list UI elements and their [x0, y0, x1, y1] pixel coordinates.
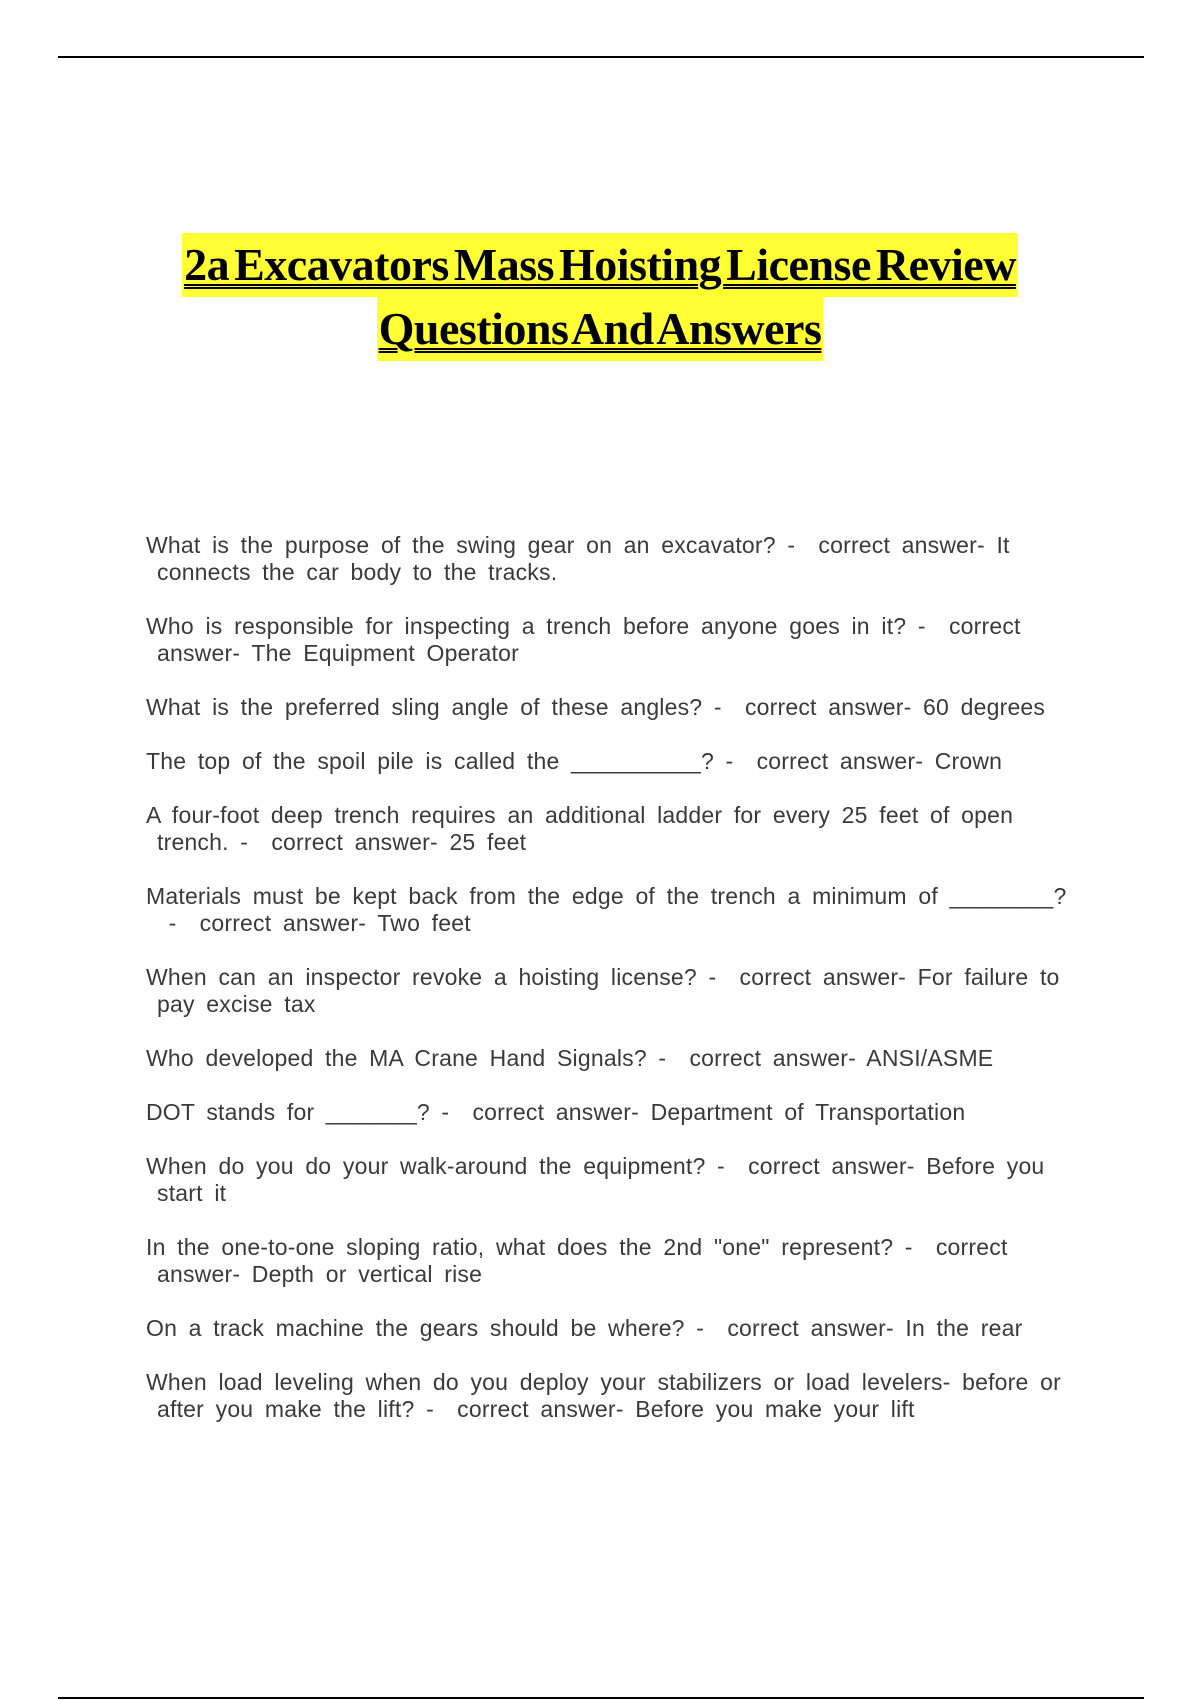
qa-item: What is the purpose of the swing gear on an excavator? - correct answer- It connects the car body to the tracks. [146, 532, 1010, 585]
document-title [0, 233, 1200, 361]
answer-text: Crown [934, 748, 1003, 774]
question-text: When do you do your walk-around the equipment? [146, 1153, 706, 1179]
question-text: A four-foot deep trench requires an additional ladder for every 25 feet of open trench. [146, 802, 1014, 855]
answer-text: In the rear [905, 1315, 1023, 1341]
answer-text: 25 feet [449, 829, 527, 855]
answer-text: For failure to pay excise tax [157, 964, 1060, 1017]
answer-text: Before you start it [157, 1153, 1045, 1206]
qa-item: Materials must be kept back from the edge of the trench a minimum of ________? - correct answer- Two feet [146, 883, 1067, 936]
answer-label: correct answer- [689, 1045, 856, 1071]
question-text: On a track machine the gears should be where? [146, 1315, 685, 1341]
answer-label: correct answer- [271, 829, 438, 855]
qa-item: A four-foot deep trench requires an additional ladder for every 25 feet of open trench. - correct answer- 25 feet [146, 802, 1014, 855]
qa-item: In the one-to-one sloping ratio, what does the 2nd "one" represent? - correct answer- Depth or vertical rise [146, 1234, 1008, 1287]
question-text: What is the purpose of the swing gear on an excavator? [146, 532, 776, 558]
question-text: In the one-to-one sloping ratio, what does the 2nd "one" represent? [146, 1234, 894, 1260]
qa-item: What is the preferred sling angle of these angles? - correct answer- 60 degrees [146, 694, 1046, 720]
qa-item: Who is responsible for inspecting a trench before anyone goes in it? - correct answer- The Equipment Operator [146, 613, 1021, 666]
answer-text: It connects the car body to the tracks. [157, 532, 1010, 585]
answer-label: correct answer- [199, 910, 367, 936]
top-rule [58, 56, 1144, 58]
question-text: DOT stands for _______? [146, 1099, 430, 1125]
bottom-rule [58, 1697, 1144, 1699]
qa-item: The top of the spoil pile is called the __________? - correct answer- Crown [146, 748, 1003, 774]
answer-text: ANSI/ASME [866, 1045, 994, 1071]
qa-item: When load leveling when do you deploy your stabilizers or load levelers- before or after you make the lift? - correct answer- Before you make your lift [146, 1369, 1061, 1422]
qa-item: On a track machine the gears should be where? - correct answer- In the rear [146, 1315, 1023, 1341]
answer-text: The Equipment Operator [251, 640, 519, 666]
question-text: Materials must be kept back from the edge of the trench a minimum of ________? [146, 883, 1067, 909]
answer-label: correct answer- [457, 1396, 624, 1422]
answer-label: correct answer- [818, 532, 985, 558]
qa-item: When do you do your walk-around the equipment? - correct answer- Before you start it [146, 1153, 1045, 1206]
question-text: When can an inspector revoke a hoisting license? [146, 964, 697, 990]
qa-item: When can an inspector revoke a hoisting license? - correct answer- For failure to pay excise tax [146, 964, 1060, 1017]
question-text: When load leveling when do you deploy your stabilizers or load levelers- before or after you make the lift? [146, 1369, 1061, 1422]
answer-label: correct answer- [748, 1153, 915, 1179]
answer-text: Department of Transportation [650, 1099, 966, 1125]
qa-item: Who developed the MA Crane Hand Signals? - correct answer- ANSI/ASME [146, 1045, 994, 1071]
answer-label: correct answer- [739, 964, 907, 990]
answer-label: correct answer- [472, 1099, 639, 1125]
title-line-1: 2a Excavators Mass Hoisting License Review [182, 233, 1018, 297]
answer-label: correct answer- [727, 1315, 894, 1341]
question-text: Who developed the MA Crane Hand Signals? [146, 1045, 647, 1071]
question-text: What is the preferred sling angle of these angles? [146, 694, 703, 720]
answer-text: 60 degrees [923, 694, 1046, 720]
answer-label: correct answer- [744, 694, 912, 720]
answer-label: correct answer- [157, 1234, 1008, 1287]
answer-label: correct answer- [756, 748, 924, 774]
question-text: Who is responsible for inspecting a trench before anyone goes in it? [146, 613, 907, 639]
answer-text: Two feet [377, 910, 471, 936]
answer-label: correct answer- [157, 613, 1021, 666]
title-line-2: Questions And Answers [377, 297, 824, 361]
qa-list [146, 532, 1091, 1450]
qa-item: DOT stands for _______? - correct answer- Department of Transportation [146, 1099, 966, 1125]
answer-text: Before you make your lift [635, 1396, 915, 1422]
question-text: The top of the spoil pile is called the __________? [146, 748, 714, 774]
answer-text: Depth or vertical rise [251, 1261, 483, 1287]
